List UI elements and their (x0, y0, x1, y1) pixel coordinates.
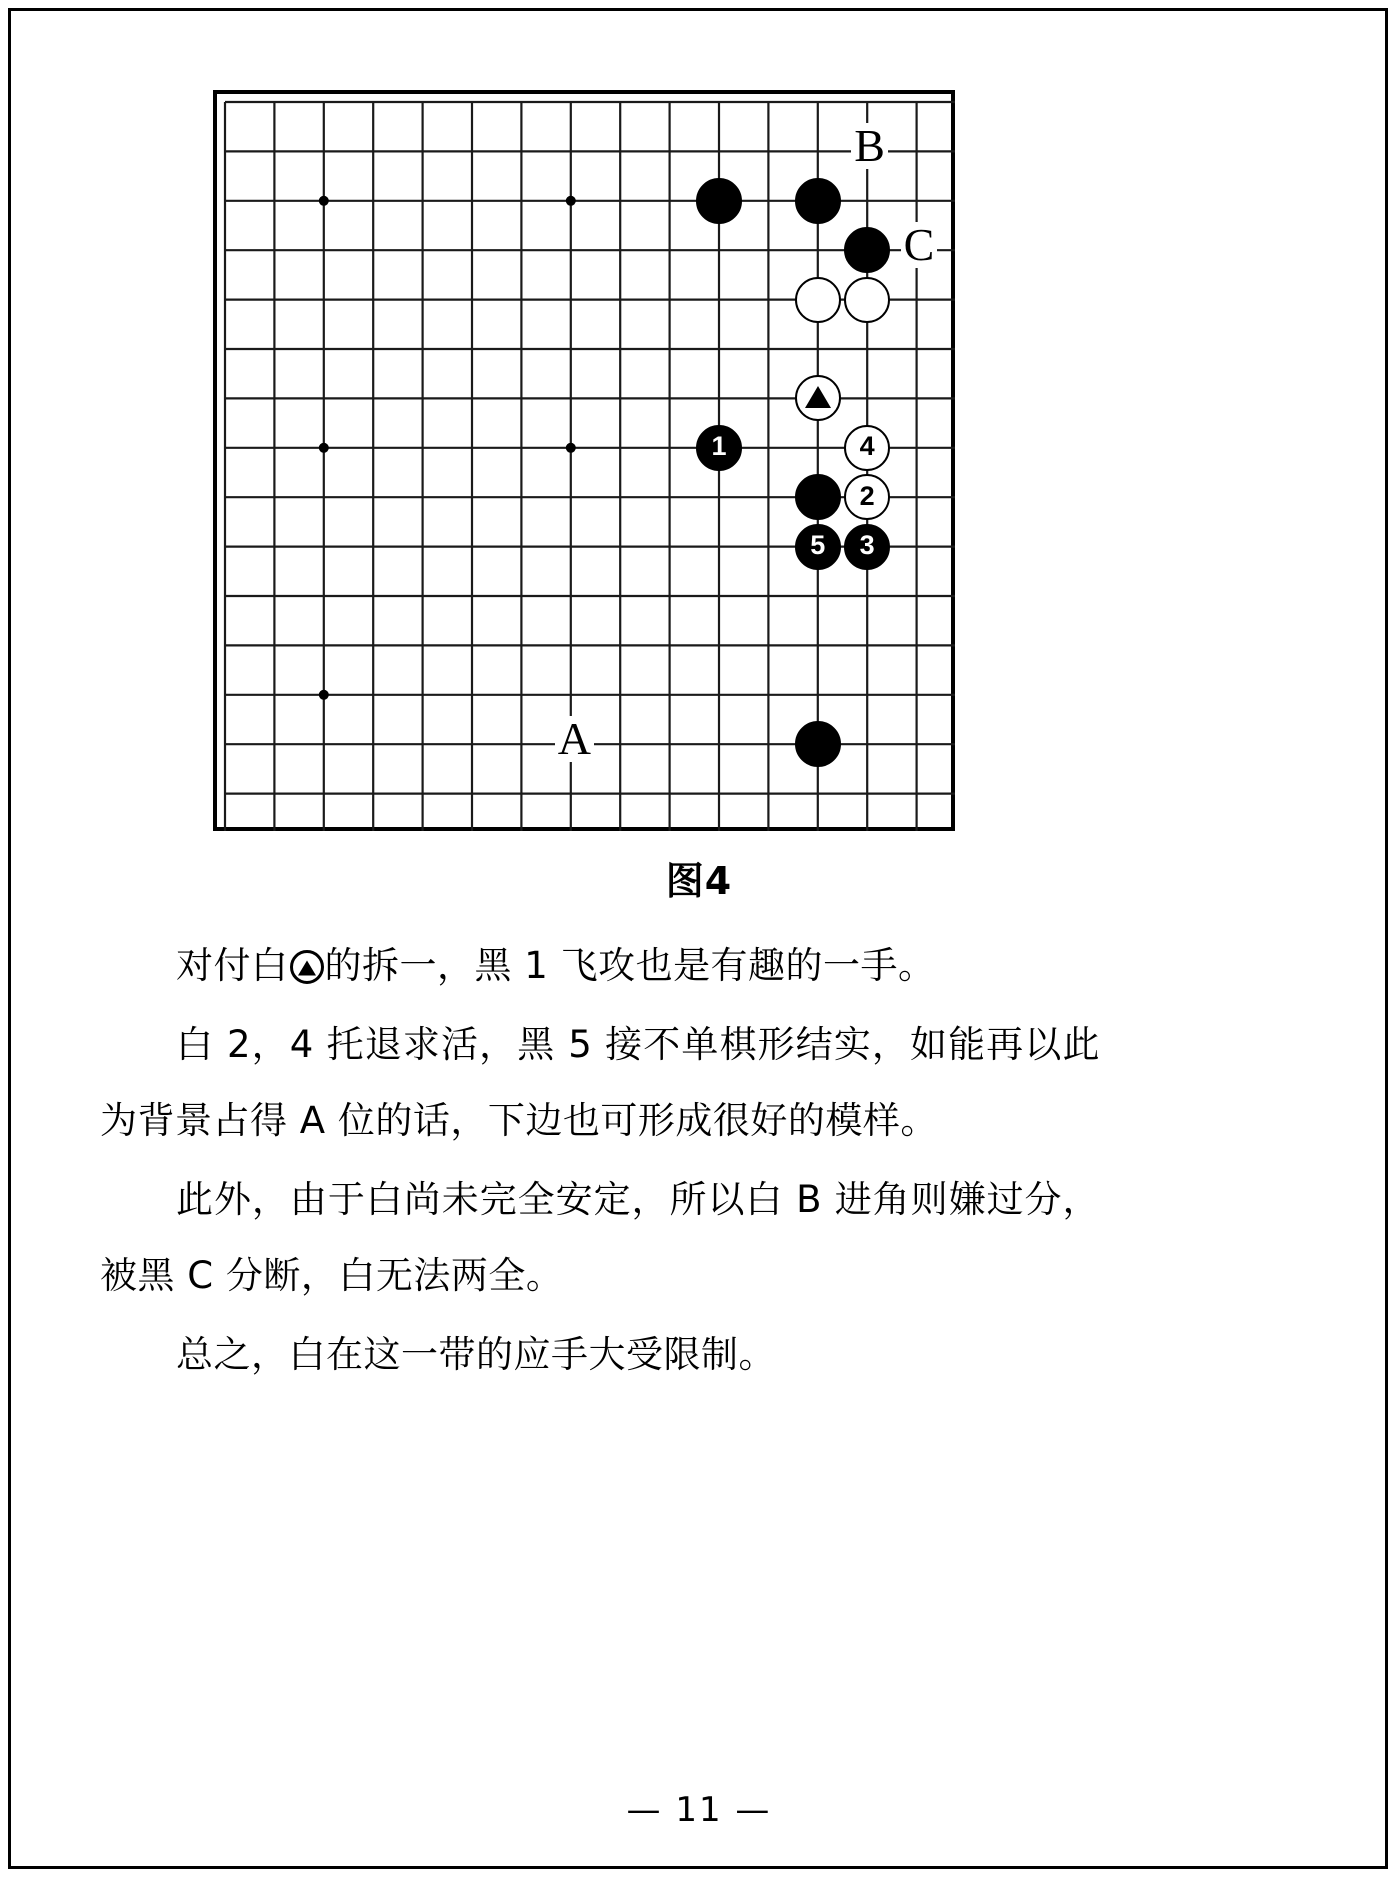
white-stone-4[interactable] (844, 425, 890, 471)
go-board-diagram (213, 90, 955, 831)
black-stone[interactable] (696, 178, 742, 224)
black-stone-3[interactable] (844, 524, 890, 570)
black-stone[interactable] (795, 721, 841, 767)
stone-number: 1 (711, 431, 727, 462)
stone-number: 4 (859, 431, 875, 462)
board-point-label-a: A (555, 716, 594, 762)
figure-caption: 图4 (665, 859, 733, 903)
paragraph-2: 白 2，4 托退求活，黑 5 接不单棋形结实，如能再以此为背景占得 A 位的话，下边也可形成很好的模样。 (100, 1023, 1100, 1142)
board-point-label-c: C (901, 222, 938, 268)
black-stone[interactable] (795, 178, 841, 224)
paragraph-4: 总之，白在这一带的应手大受限制。 (176, 1333, 776, 1376)
paragraph-1-part-a: 对付白 (176, 944, 289, 987)
white-stone[interactable] (795, 277, 841, 323)
stone-number: 2 (859, 480, 875, 511)
black-stone-5[interactable] (795, 524, 841, 570)
body-text (100, 928, 1100, 1396)
black-stone[interactable] (795, 474, 841, 520)
black-stone-1[interactable] (696, 425, 742, 471)
stone-number: 5 (810, 530, 826, 561)
white-stone[interactable] (844, 277, 890, 323)
triangle-marked-white-stone-icon (290, 950, 324, 984)
page-number: — 11 — (626, 1790, 772, 1830)
paragraph-1 (100, 928, 1100, 1004)
white-stone-triangle-marked[interactable] (795, 375, 841, 421)
paragraph-1-part-b: 的拆一，黑 1 飞攻也是有趣的一手。 (324, 944, 936, 987)
stone-number: 3 (859, 530, 875, 561)
paragraph-3: 此外，由于白尚未完全安定，所以白 B 进角则嫌过分，被黑 C 分断，白无法两全。 (100, 1178, 1100, 1297)
board-point-label-b: B (851, 123, 888, 169)
triangle-icon (805, 386, 831, 408)
